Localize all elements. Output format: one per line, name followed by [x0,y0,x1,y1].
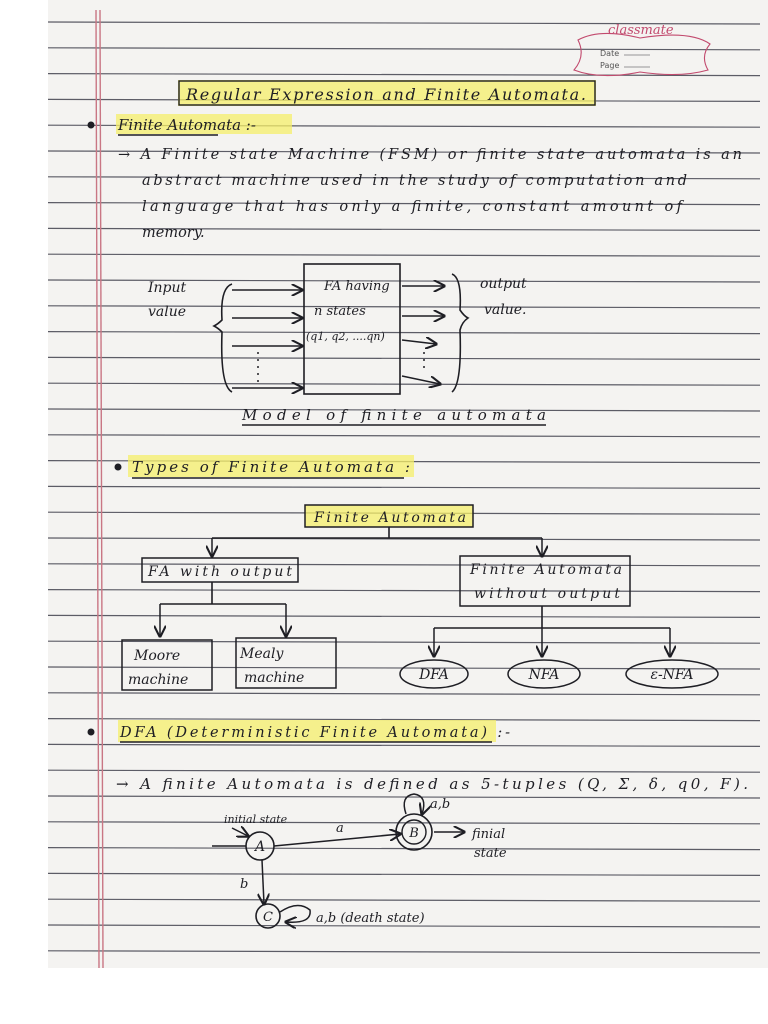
dead-state-label: a,b (death state) [316,911,425,926]
fa-box-text: FA having [324,279,390,294]
transition-label: a [336,821,344,836]
logo-text: classmate [608,23,674,38]
bottom-edge [0,968,768,1024]
dfa-label: DFA [419,667,449,683]
bullet [115,464,122,471]
input-label: value [148,304,187,320]
nfa-label: NFA [528,667,560,683]
initial-state-label: initial state [224,813,288,826]
page-title: Regular Expression and Finite Automata. [186,85,586,104]
finite-automata-heading: Finite Automata :- [118,116,256,134]
output-label: output [480,276,527,292]
types-heading: Types of Finite Automata : [132,458,410,476]
dfa-heading: DFA (Deterministic Finite Automata) :- [120,725,511,741]
state-c-label: C [263,910,273,925]
definition-line-3: language that has only a finite, constant amount of [142,199,682,215]
tuple-definition: → A finite Automata is defined as 5-tuples (Q, Σ, δ, q0, F). [116,775,748,793]
moore-label: Moore [134,648,181,664]
without-output-label: Finite Automata [470,562,622,578]
page-label: Page [600,61,620,70]
input-label: Input [148,280,187,296]
root-node-label: Finite Automata [314,510,466,526]
definition-line-4: memory. [142,225,205,241]
enfa-label: ε-NFA [650,667,694,683]
final-state-label: finial [472,827,506,842]
moore-label: machine [128,672,189,688]
mealy-label: Mealy [240,646,284,662]
definition-line-2: abstract machine used in the study of computation and [142,173,688,189]
self-loop-label: a,b [430,797,451,812]
date-label: Date [600,49,620,58]
without-output-label: without output [474,586,620,602]
mealy-label: machine [244,670,305,686]
bullet [88,729,95,736]
output-label: value. [484,302,527,318]
fa-box-text: n states [314,304,366,319]
definition-line-1: → A Finite state Machine (FSM) or finite state automata is an [118,147,743,163]
final-state-label: state [474,846,507,861]
left-edge [0,0,48,1024]
model-caption: Model of finite automata [242,406,546,424]
state-b-label: B [409,826,419,841]
transition-label: b [240,877,249,892]
with-output-label: FA with output [148,564,292,580]
fa-box-text: (q1, q2, ....qn) [306,330,385,343]
state-a-label: A [254,839,266,855]
bullet [88,122,95,129]
